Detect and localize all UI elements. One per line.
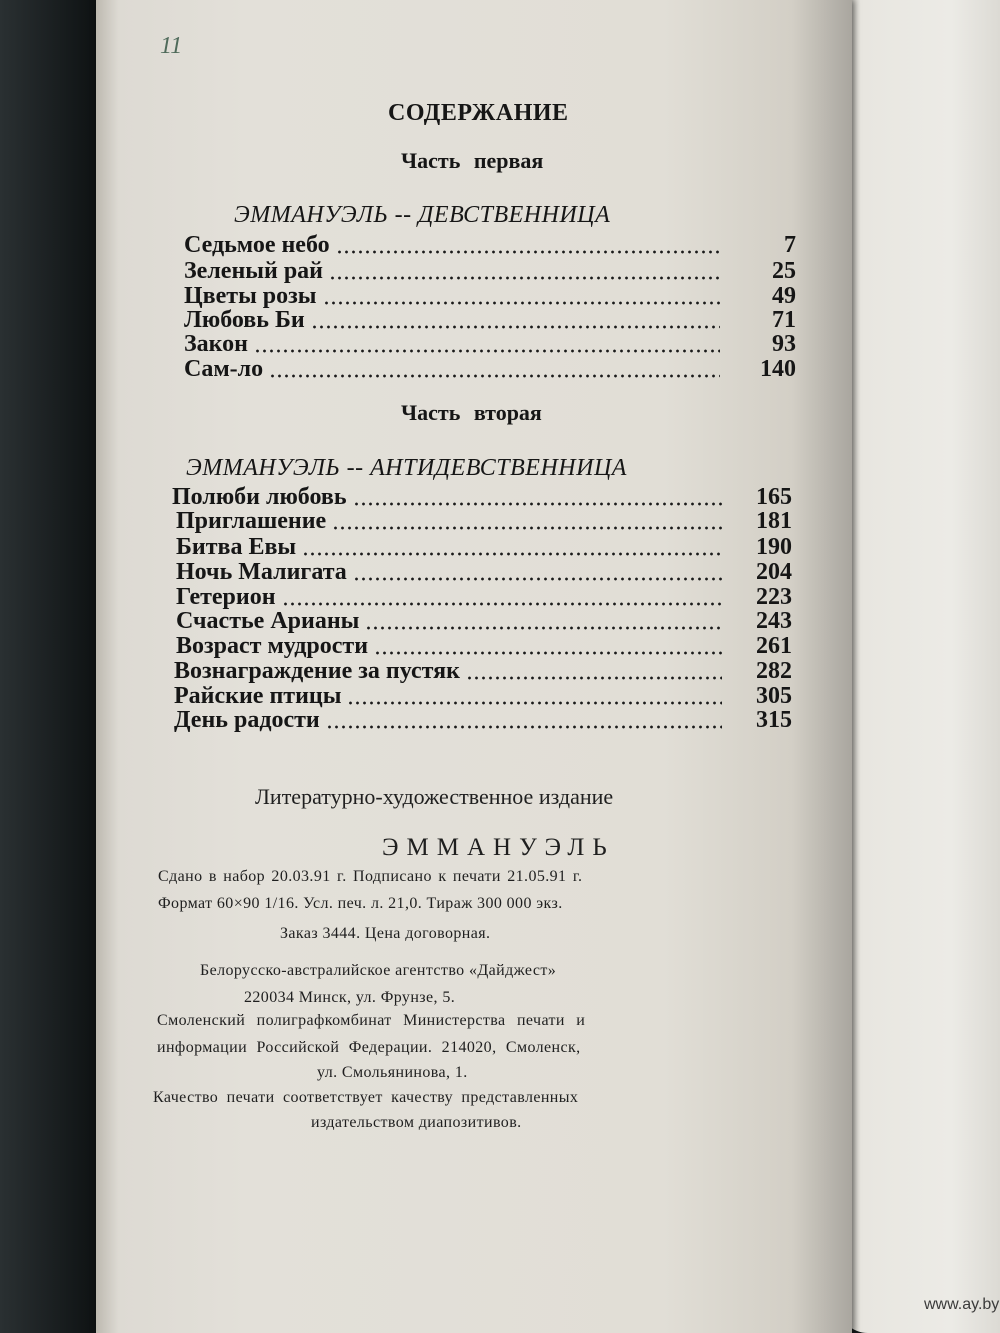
toc-entry-page: 190 — [756, 534, 792, 560]
toc-entry-title: Закон — [184, 331, 249, 357]
imprint-book-title: ЭММАНУЭЛЬ — [382, 834, 615, 861]
toc-entry-page: 49 — [772, 283, 796, 309]
toc-entry-page: 243 — [756, 608, 792, 634]
toc-leader-dots — [374, 651, 722, 655]
imprint-line: Белорусско-австралийское агентство «Дайджест» — [200, 962, 557, 979]
toc-entry-title: Счастье Арианы — [176, 608, 360, 634]
site-watermark: www.ay.by — [924, 1296, 1000, 1313]
toc-entry — [174, 658, 792, 684]
imprint-line: Смоленский полиграфкомбинат Министерства печати и — [157, 1012, 586, 1029]
pencil-mark: 11 — [160, 33, 183, 59]
part1-subtitle: ЭММАНУЭЛЬ -- ДЕВСТВЕННИЦА — [234, 202, 611, 228]
imprint-line: 220034 Минск, ул. Фрунзе, 5. — [244, 989, 456, 1006]
toc-leader-dots — [353, 502, 722, 506]
toc-leader-dots — [466, 676, 722, 680]
part2-label: Часть вторая — [401, 400, 542, 425]
toc-leader-dots — [269, 374, 720, 378]
toc-entry-title: Возраст мудрости — [176, 633, 369, 659]
toc-heading: СОДЕРЖАНИЕ — [388, 100, 569, 126]
toc-entry-page: 7 — [784, 232, 796, 258]
part1-label: Часть первая — [401, 148, 544, 173]
toc-leader-dots — [365, 626, 722, 630]
toc-leader-dots — [347, 701, 722, 705]
toc-entry — [184, 331, 796, 357]
toc-entry-title: Зеленый рай — [184, 258, 324, 284]
imprint-line: Формат 60×90 1/16. Усл. печ. л. 21,0. Тираж 300 000 экз. — [158, 895, 563, 912]
toc-entry — [176, 559, 792, 585]
imprint-line: ул. Смольянинова, 1. — [317, 1064, 468, 1081]
toc-entry — [184, 283, 796, 309]
toc-entry-title: Ночь Малигата — [176, 559, 347, 585]
toc-entry-title: Приглашение — [176, 508, 327, 534]
toc-entry — [184, 307, 796, 333]
imprint-line: информации Российской Федерации. 214020, Смоленск, — [157, 1039, 581, 1056]
toc-entry-page: 261 — [756, 633, 792, 659]
imprint-line: Заказ 3444. Цена договорная. — [280, 925, 491, 942]
toc-leader-dots — [336, 250, 720, 254]
background-left — [0, 0, 96, 1333]
imprint-line: Сдано в набор 20.03.91 г. Подписано к печати 21.05.91 г. — [158, 868, 583, 885]
opposite-page — [838, 0, 1000, 1333]
toc-entry — [172, 484, 792, 510]
toc-entry-title: День радости — [174, 707, 320, 733]
toc-entry-page: 165 — [756, 484, 792, 510]
toc-entry-page: 93 — [772, 331, 796, 357]
toc-entry-page: 305 — [756, 683, 792, 709]
toc-entry-page: 71 — [772, 307, 796, 333]
toc-entry — [176, 633, 792, 659]
toc-entry-page: 204 — [756, 559, 792, 585]
toc-entry — [184, 258, 796, 284]
toc-leader-dots — [311, 325, 720, 329]
toc-entry — [176, 534, 792, 560]
toc-leader-dots — [353, 577, 722, 581]
toc-entry — [184, 356, 796, 382]
toc-entry-page: 140 — [760, 356, 796, 382]
toc-entry-title: Цветы розы — [184, 283, 317, 309]
toc-entry-title: Вознаграждение за пустяк — [174, 658, 460, 684]
toc-entry — [184, 232, 796, 258]
toc-entry-page: 315 — [756, 707, 792, 733]
imprint-line: Качество печати соответствует качеству представленных — [153, 1089, 579, 1106]
toc-entry-page: 282 — [756, 658, 792, 684]
toc-entry-title: Седьмое небо — [184, 232, 330, 258]
toc-entry — [174, 683, 792, 709]
toc-entry-title: Сам-ло — [184, 356, 264, 382]
toc-entry-page: 25 — [772, 258, 796, 284]
toc-entry-page: 223 — [756, 584, 792, 610]
toc-entry — [176, 508, 792, 534]
toc-leader-dots — [323, 301, 720, 305]
toc-leader-dots — [302, 552, 722, 556]
edition-type: Литературно-художественное издание — [255, 784, 614, 809]
toc-entry-title: Битва Евы — [176, 534, 297, 560]
toc-leader-dots — [254, 349, 720, 353]
toc-entry-page: 181 — [756, 508, 792, 534]
toc-entry — [174, 707, 792, 733]
toc-entry-title: Полюби любовь — [172, 484, 347, 510]
toc-leader-dots — [332, 526, 722, 530]
toc-entry-title: Райские птицы — [174, 683, 342, 709]
toc-leader-dots — [282, 602, 722, 606]
toc-leader-dots — [329, 276, 720, 280]
toc-entry-title: Любовь Би — [184, 307, 305, 333]
toc-leader-dots — [326, 725, 722, 729]
part2-subtitle: ЭММАНУЭЛЬ -- АНТИДЕВСТВЕННИЦА — [186, 455, 627, 481]
toc-entry-title: Гетерион — [176, 584, 276, 610]
imprint-line: издательством диапозитивов. — [311, 1114, 522, 1131]
toc-entry — [176, 584, 792, 610]
toc-entry — [176, 608, 792, 634]
